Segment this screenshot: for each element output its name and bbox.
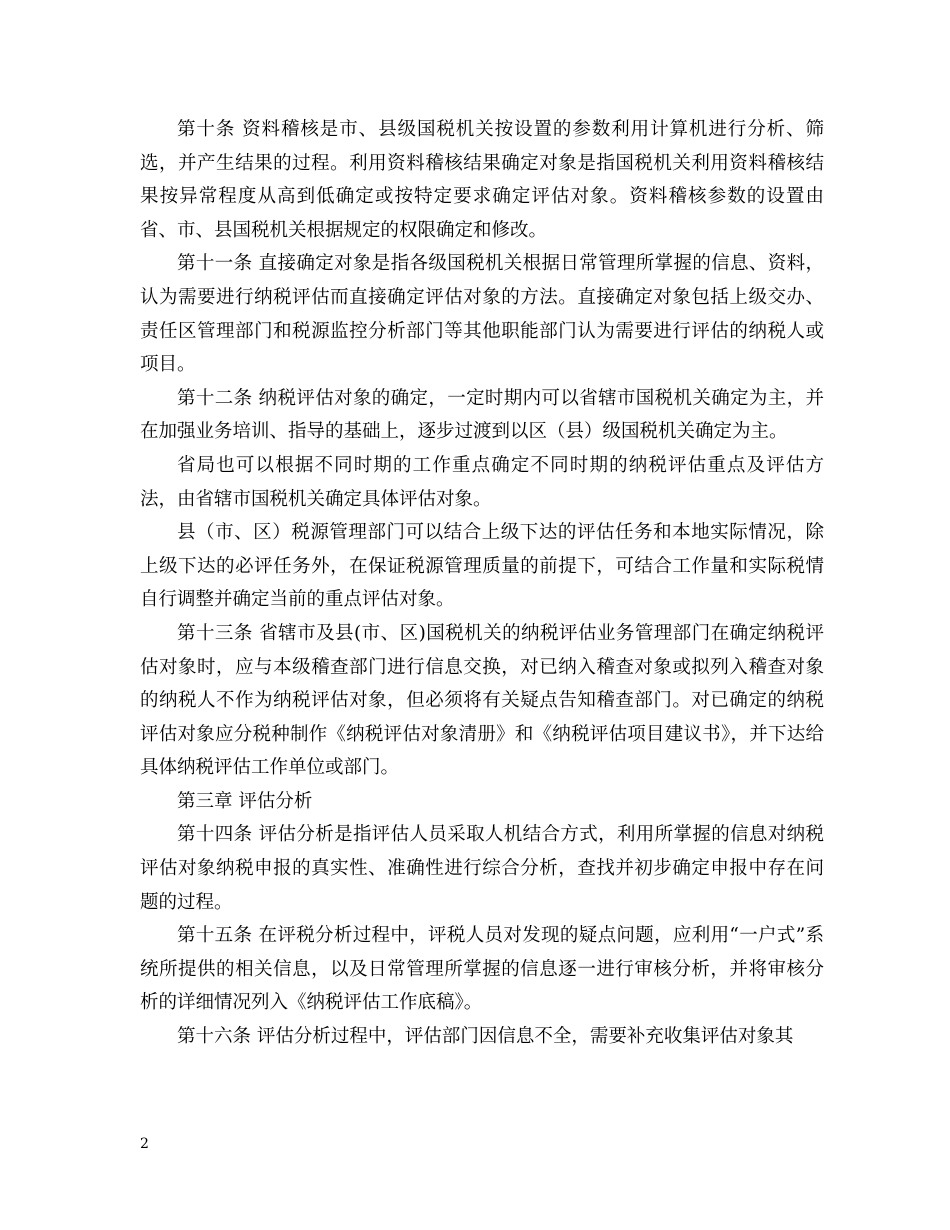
paragraph-article-12: 第十二条 纳税评估对象的确定，一定时期内可以省辖市国税机关确定为主，并在加强业务培训、指导的基础上，逐步过渡到以区（县）级国税机关确定为主。 [140, 387, 824, 443]
paragraph-article-14: 第十四条 评估分析是指评估人员采取人机结合方式，利用所掌握的信息对纳税评估对象纳税申报的真实性、准确性进行综合分析，查找并初步确定申报中存在问题的过程。 [140, 824, 824, 913]
document-body [140, 113, 824, 1054]
paragraph-provincial-bureau: 省局也可以根据不同时期的工作重点确定不同时期的纳税评估重点及评估方法，由省辖市国税机关确定具体评估对象。 [140, 454, 824, 510]
paragraph-article-15: 第十五条 在评税分析过程中，评税人员对发现的疑点问题，应利用“一户式”系统所提供的相关信息，以及日常管理所掌握的信息逐一进行审核分析，并将审核分析的详细情况列入《纳税评估工作底稿》。 [140, 925, 824, 1014]
paragraph-article-16: 第十六条 评估分析过程中，评估部门因信息不全，需要补充收集评估对象其 [177, 1026, 794, 1048]
paragraph-article-10: 第十条 资料稽核是市、县级国税机关按设置的参数利用计算机进行分析、筛选，并产生结果的过程。利用资料稽核结果确定对象是指国税机关利用资料稽核结果按异常程度从高到低确定或按特定要求确定评估对象。资料稽核参数的设置由省、市、县国税机关根据规定的权限确定和修改。 [140, 119, 824, 241]
page-number: 2 [140, 1136, 149, 1152]
paragraph-county-departments: 县（市、区）税源管理部门可以结合上级下达的评估任务和本地实际情况，除上级下达的必评任务外，在保证税源管理质量的前提下，可结合工作量和实际税情自行调整并确定当前的重点评估对象。 [140, 522, 824, 611]
paragraph-article-11: 第十一条 直接确定对象是指各级国税机关根据日常管理所掌握的信息、资料，认为需要进行纳税评估而直接确定评估对象的方法。直接确定对象包括上级交办、责任区管理部门和税源监控分析部门等其他职能部门认为需要进行评估的纳税人或项目。 [140, 253, 824, 376]
chapter-heading: 第三章 评估分析 [177, 790, 313, 812]
paragraph-article-13: 第十三条 省辖市及县(市、区)国税机关的纳税评估业务管理部门在确定纳税评估对象时，应与本级稽查部门进行信息交换，对已纳入稽查对象或拟列入稽查对象的纳税人不作为纳税评估对象，但必须将有关疑点告知稽查部门。对已确定的纳税评估对象应分税种制作《纳税评估对象清册》和《纳税评估项目建议书》，并下达给具体纳税评估工作单位或部门。 [140, 622, 824, 779]
